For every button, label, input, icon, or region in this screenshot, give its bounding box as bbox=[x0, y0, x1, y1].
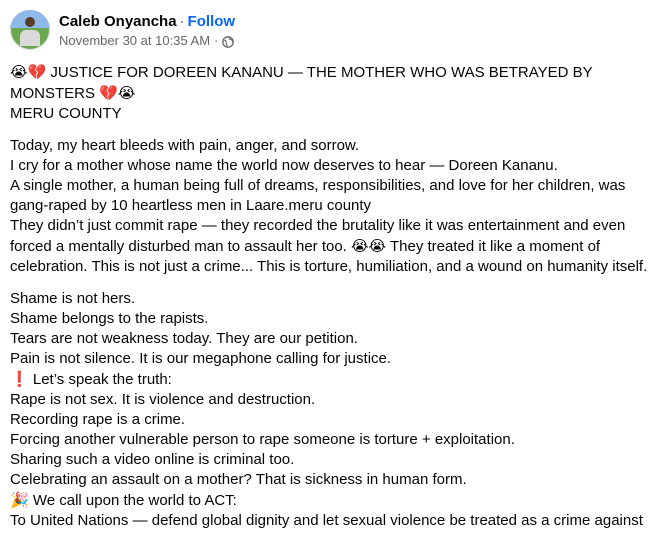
truth-item: Celebrating an assault on a mother? That is sickness in human form. bbox=[10, 471, 467, 488]
party-popper-icon: 🎉 bbox=[10, 491, 29, 509]
crying-emoji: 😭😭 bbox=[351, 237, 387, 255]
text-line: Pain is not silence. It is our megaphone calling for justice. bbox=[10, 350, 392, 367]
text-line bbox=[10, 216, 658, 277]
paragraph-1 bbox=[10, 136, 658, 277]
author-avatar[interactable] bbox=[10, 10, 50, 50]
name-separator: · bbox=[179, 13, 185, 30]
text-line: Today, my heart bleeds with pain, anger, and sorrow. bbox=[10, 137, 360, 154]
post-meta bbox=[59, 12, 235, 50]
truth-item: Sharing such a video online is criminal too. bbox=[10, 451, 295, 468]
truth-item: Forcing another vulnerable person to rape someone is torture + exploitation. bbox=[10, 431, 515, 448]
post-title bbox=[10, 62, 658, 124]
text-line: Tears are not weakness today. They are our petition. bbox=[10, 330, 358, 347]
truth-item: Rape is not sex. It is violence and destruction. bbox=[10, 391, 316, 408]
text-fragment: They treated it like a moment of celebration. This is not just a crime... This is torture, humiliation, and a wound on humanity itself. bbox=[10, 238, 648, 275]
call-heading bbox=[10, 490, 658, 511]
call-heading-text: We call upon the world to ACT: bbox=[32, 492, 237, 509]
paragraph-2 bbox=[10, 289, 658, 369]
text-line: Shame belongs to the rapists. bbox=[10, 310, 209, 327]
exclamation-icon: ❗ bbox=[10, 370, 29, 388]
follow-button[interactable]: Follow bbox=[187, 13, 236, 30]
text-line: Shame is not hers. bbox=[10, 290, 136, 307]
author-name[interactable]: Caleb Onyancha bbox=[59, 13, 177, 30]
text-line: A single mother, a human being full of dreams, responsibilities, and love for her children, was gang-raped by 10 heartless men in Laare.meru county bbox=[10, 177, 626, 214]
text-fragment: They didn’t just commit rape — they recorded the brutality like it was entertainment and even forced a mentally disturbed man to assault her too. bbox=[10, 217, 626, 255]
truth-heading bbox=[10, 369, 658, 390]
truth-item: Recording rape is a crime. bbox=[10, 411, 186, 428]
un-line: To United Nations — defend global dignity and let sexual violence be treated as a crime against bbox=[10, 512, 643, 529]
post-timestamp[interactable]: November 30 at 10:35 AM bbox=[59, 33, 211, 48]
crying-heart-emoji: 😭💔 bbox=[10, 63, 47, 81]
globe-icon[interactable] bbox=[222, 35, 234, 47]
title-line2: MERU COUNTY bbox=[10, 105, 122, 122]
title-text: JUSTICE FOR DOREEN KANANU — THE MOTHER WHO WAS BETRAYED BY MONSTERS bbox=[10, 64, 593, 102]
truth-heading-text: Let’s speak the truth: bbox=[32, 371, 172, 388]
heart-crying-emoji: 💔😭 bbox=[99, 84, 136, 102]
post-header bbox=[10, 10, 235, 54]
post-body bbox=[10, 62, 658, 531]
text-line: I cry for a mother whose name the world now deserves to hear — Doreen Kananu. bbox=[10, 157, 558, 174]
time-separator: · bbox=[214, 33, 219, 48]
